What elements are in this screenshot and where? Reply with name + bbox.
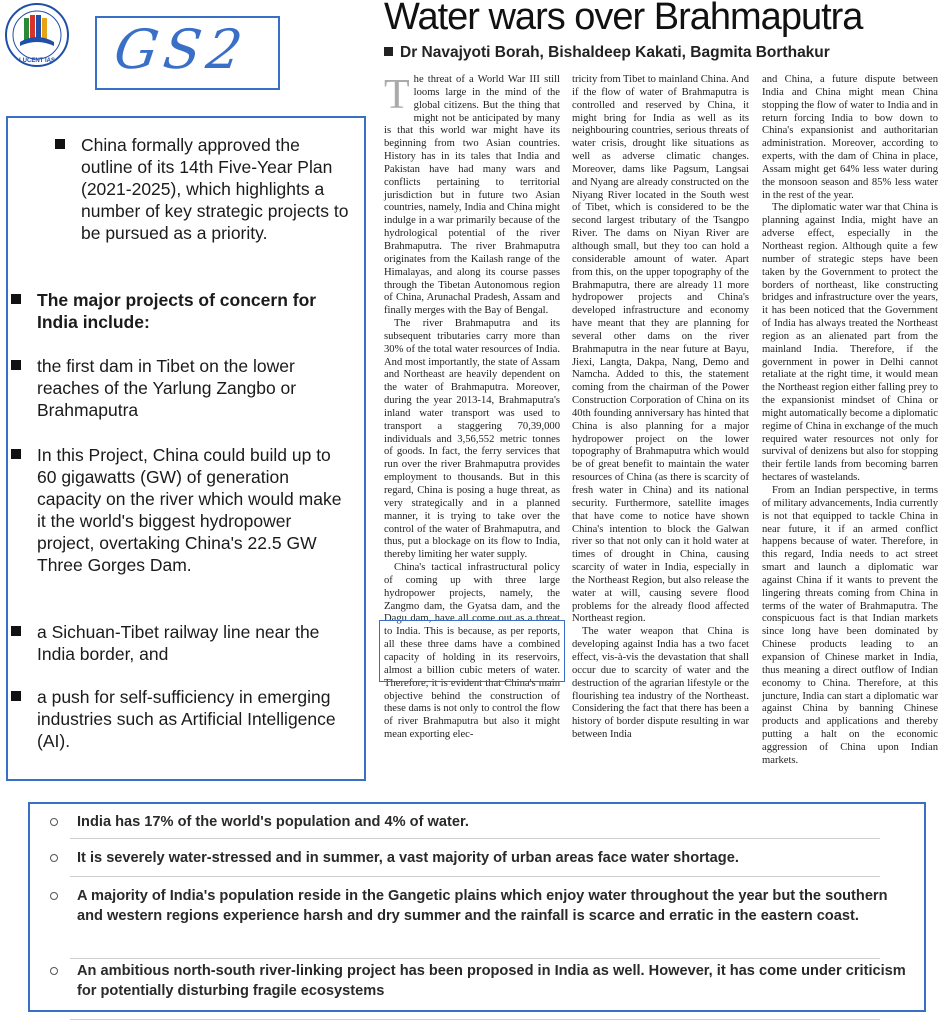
circle-bullet-icon xyxy=(50,892,58,900)
divider xyxy=(70,838,880,839)
square-bullet-icon xyxy=(11,360,21,370)
article-paragraph: and China, a future dispute between India and China might mean China stopping the flow of water to India and in return forcing India to bow down to China's expansionist and authoritarian administration. Moreover, according to experts, with the dam of China in place, Assam might get 64% less water during the monsoon season and 85% less water in the rest of the year. xyxy=(762,74,938,201)
article-paragraph: The river Brahmaputra and its subsequent tributaries carry more than 30% of the total water resources of India. And most importantly, the state of Assam and Northeast are heavily dependent on the water of Brahmaputra. Moreover, during the year 2013-14, Brahmaputra's inland water transport was used to transport a staggering 70,39,000 individuals and 3,56,552 metric tonnes of goods. In fact, the ferry services that run over the river Brahmaputra provides employment to thousands. But in this regard, China is posing a huge threat, as very strategically and in a planned manner, it is trying to take over the control of the water of Brahmaputra, and thus, put a blockage on its flow to India, thereby limiting her water supply. xyxy=(384,318,560,561)
gs-tag-box xyxy=(95,16,280,90)
article-paragraph: The diplomatic water war that China is planning against India, might have an adverse effect, especially in the Northeast region. Although quite a few number of strategic steps have been taken by the Government to protect the borders of northeast, like constructing bridges and infrastructure over the years, it has been noticed that the Government of India has always treated the Northeast region as an alienated part from the mainland India. Therefore, if the government in power in Delhi cannot retaliate at the right time, it would mean the Northeast region either falling prey to the expansionist mindset of China or might automatically become a diplomatic regime of China in exchange of the much required water resources not only for survival of denizens but also for stopping their fertile lands from becoming barren hectares of wastelands. xyxy=(762,202,938,484)
logo-text: LUCENT IAS xyxy=(19,58,55,64)
square-bullet-icon xyxy=(11,626,21,636)
fact-item xyxy=(77,961,917,1001)
note-item xyxy=(37,621,355,665)
note-text: the first dam in Tibet on the lower reaches of the Yarlung Zangbo or Brahmaputra xyxy=(37,356,297,420)
article-paragraph: he threat of a World War III still looms large in the mind of the global citizens. But the thing that might not be anticipated by many is that this world war might have its beginning from two Asian countries. History has in its tales that India and Pakistan have had many wars and conflicts pertaining to territorial jurisdiction but in future two Asian countries, namely, India and China might indulge in a war primarily because of the hydrological potential of the river Brahmaputra. The river Brahmaputra originates from the Kailash range of the Himalayas, and along its course passes through the Tibetan Autonomous region of China, Arunachal Pradesh, Assam and finally merges with the Bay of Bengal. xyxy=(384,74,560,317)
drop-cap: T xyxy=(384,72,410,118)
highlight-box xyxy=(379,620,565,682)
note-item xyxy=(37,686,355,752)
fact-item xyxy=(77,886,917,926)
fact-text: A majority of India's population reside in the Gangetic plains which enjoy water throughout the year but the southern and western regions experience harsh and dry summer and the rainfall is scarce and erratic in the eastern coast. xyxy=(77,888,888,924)
note-item xyxy=(37,289,357,333)
note-text: In this Project, China could build up to 60 gigawatts (GW) of generation capacity on the river which would make it the world's biggest hydropower project, overtaking China's 22.5 GW Three Gorges Dam. xyxy=(37,445,342,575)
circle-bullet-icon xyxy=(50,818,58,826)
fact-text: India has 17% of the world's population and 4% of water. xyxy=(77,814,469,830)
square-bullet-icon xyxy=(55,139,65,149)
article-column-2 xyxy=(572,74,749,742)
article-paragraph: tricity from Tibet to mainland China. And if the flow of water of Brahmaputra is controlled and reserved by China, it might bring for India as well as its neighbouring countries, serious threats of water crisis, drought like situations as well as adverse climatic changes. Moreover, dams like Pagsum, Langsai and Nyang are already constructed on the Niyang River located in the South west of Tibet, which is considered to be the second largest tributary of the Tsangpo River. The dams on Niyan River are although small, but they too can hold a considerable amount of water. Apart from this, on the upper topography of the Brahmaputra, there are already 11 more hydropower projects and China's developed infrastructure and economy have meant that they are planning for several other dams on the river Brahmaputra in the near future at Bayu, Jiexi, Langta, Dakpa, Nang, Demo and Namcha. Added to this, the statement coming from the chairman of the Power Construction Corporation of China on its 40th founding anniversary has hinted that China is also planning for a major hydropower project on the lower topography of Brahmaputra which would be of great benefit to maintain the water resources of China (as there is scarcity of fresh water in China) and its national security. Furthermore, satellite images that have come to notice have shown China's intention to block the Galwan river so that not only can it hold water at times of drought in China, causing scarcity of water in India, especially in the Northeast Region, but also release the water at will, causing severe flood problems for the already flood affected Northeast region. xyxy=(572,74,749,625)
note-text: a push for self-sufficiency in emerging industries such as Artificial Intelligence (AI). xyxy=(37,687,336,751)
note-item xyxy=(81,134,351,244)
authors-text: Dr Navajyoti Borah, Bishaldeep Kakati, Bagmita Borthakur xyxy=(400,44,830,61)
article-paragraph: The water weapon that China is developing against India has a two facet effect, vis-à-vis the devastation that shall occur due to scarcity of water and the destruction of the agrarian lifestyle or the flourishing tea industry of the Northeast. Considering the fact that there has been a history of border dispute resulting in war between India xyxy=(572,626,749,741)
note-item xyxy=(37,355,352,421)
circle-bullet-icon xyxy=(50,854,58,862)
article-column-3 xyxy=(762,74,938,768)
note-text: China formally approved the outline of its 14th Five-Year Plan (2021-2025), which highlights a number of key strategic projects to be pursued as a priority. xyxy=(81,135,349,243)
book-pencil-logo-icon xyxy=(2,2,72,68)
fact-text: It is severely water-stressed and in summer, a vast majority of urban areas face water shortage. xyxy=(77,850,739,866)
article-paragraph: From an Indian perspective, in terms of military advancements, India currently is not that equipped to tackle China in near future, it if an armed conflict happens because of water. Therefore, in this regard, India needs to act street smart and launch a diplomatic war against China if it wants to prevent the lingering threats coming from China in terms of the water of Brahmaputra. The conspicuous fact is that Indian markets since long have been dominated by Chinese products leading to an expansion of Chinese market in India, thus meaning a direct outflow of Indian economy to China. Therefore, at this juncture, India can start a diplomatic war against China by banning Chinese products and applications and thereby putting a halt on the economic aggression of China upon Indian markets. xyxy=(762,485,938,766)
article-authors xyxy=(384,44,830,62)
square-bullet-icon xyxy=(11,691,21,701)
gs-tag: GS2 xyxy=(110,18,252,81)
square-bullet-icon xyxy=(11,449,21,459)
divider xyxy=(70,876,880,877)
note-text: The major projects of concern for India include: xyxy=(37,290,317,332)
note-text: a Sichuan-Tibet railway line near the India border, and xyxy=(37,622,320,664)
divider xyxy=(70,958,880,959)
note-item xyxy=(37,444,352,576)
circle-bullet-icon xyxy=(50,967,58,975)
fact-text: An ambitious north-south river-linking project has been proposed in India as well. However, it has come under criticism for potentially disturbing fragile ecosystems xyxy=(77,963,906,999)
article-title: Water wars over Brahmaputra xyxy=(384,0,863,38)
square-bullet-icon xyxy=(11,294,21,304)
square-bullet-icon xyxy=(384,47,393,56)
fact-item xyxy=(77,812,917,832)
article-paragraph: China's tactical infrastructural policy of coming up with three large hydropower projects, namely, the Zangmo dam, the Gyatsa dam, and the Dagu dam, have all come out as a threat to India. This is because, as per reports, all these three dams have a combined capacity of holding in its reservoirs, almost a billion cubic meters of water. Therefore, it is evident that China's main objective behind the construction of these dams is not only to control the flow of river Brahmaputra but also it might mean exporting elec- xyxy=(384,562,560,741)
lucent-ias-logo xyxy=(2,2,72,68)
fact-item xyxy=(77,848,917,868)
divider xyxy=(70,1019,880,1020)
